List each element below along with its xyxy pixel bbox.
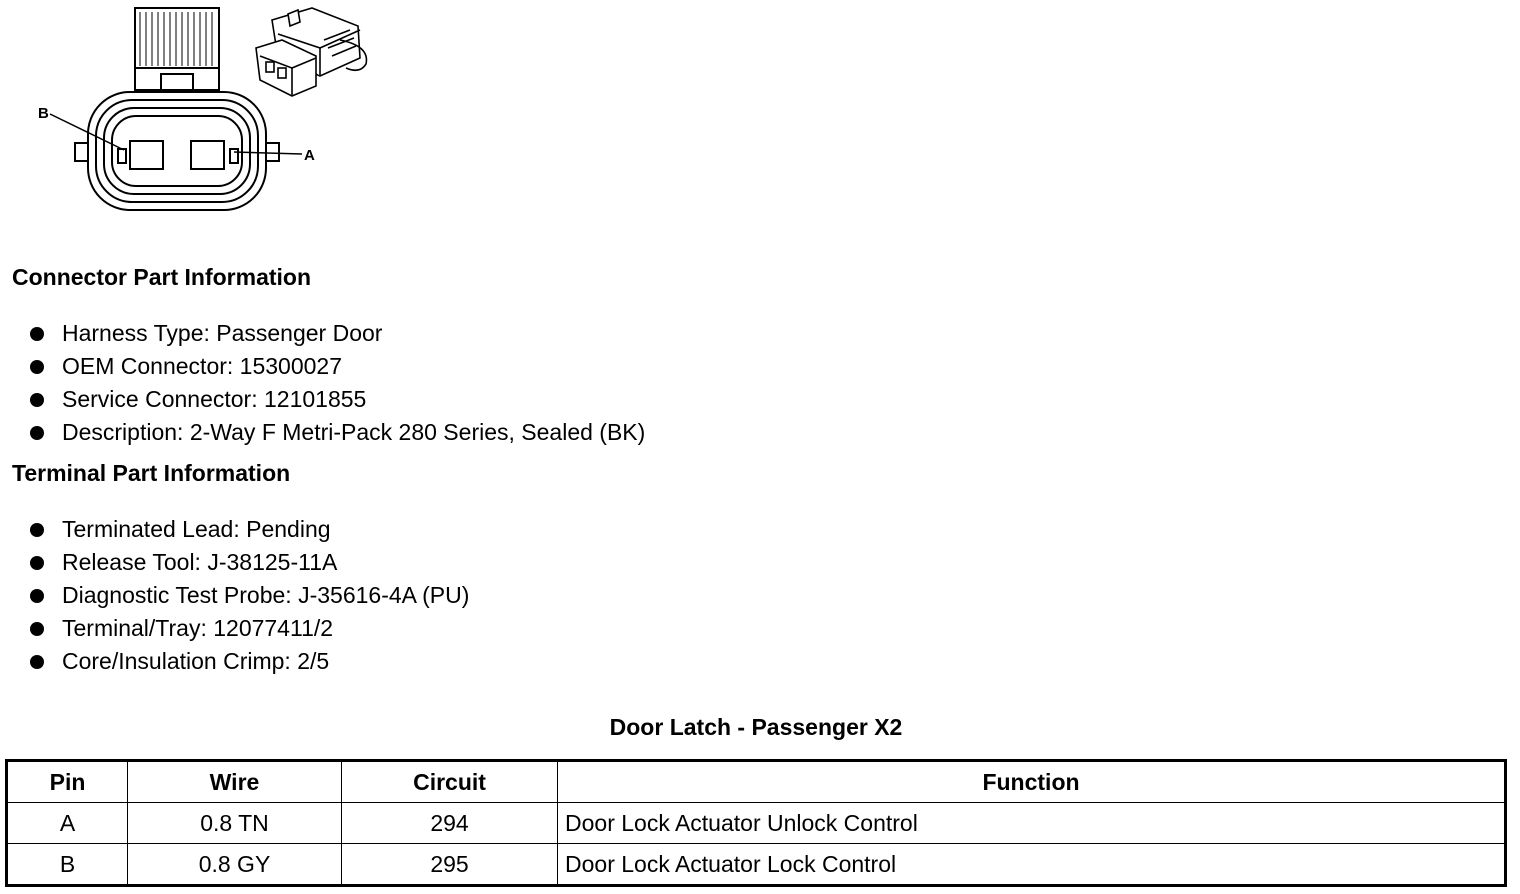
bullet-icon [30, 393, 44, 407]
cell-pin: B [7, 844, 128, 886]
list-item: Terminated Lead: Pending [30, 513, 469, 546]
bullet-icon [30, 556, 44, 570]
cell-wire: 0.8 GY [128, 844, 342, 886]
list-item: Core/Insulation Crimp: 2/5 [30, 645, 469, 678]
list-item: Release Tool: J-38125-11A [30, 546, 469, 579]
bullet-icon [30, 426, 44, 440]
pin-label-a: A [304, 147, 315, 164]
list-item: Diagnostic Test Probe: J-35616-4A (PU) [30, 579, 469, 612]
terminal-section-title: Terminal Part Information [12, 460, 291, 486]
list-item: Service Connector: 12101855 [30, 383, 645, 416]
terminal-info-list [30, 513, 469, 678]
connector-section-title: Connector Part Information [12, 264, 312, 290]
connector-info-list [30, 317, 645, 449]
cell-wire: 0.8 TN [128, 803, 342, 844]
list-item: Description: 2-Way F Metri-Pack 280 Series, Sealed (BK) [30, 416, 645, 449]
pin-table [5, 759, 1507, 887]
cell-pin: A [7, 803, 128, 844]
connector-diagram [20, 0, 380, 220]
bullet-icon [30, 523, 44, 537]
cell-function: Door Lock Actuator Lock Control [558, 844, 1506, 886]
bullet-icon [30, 655, 44, 669]
pin-label-b: B [38, 105, 49, 122]
table-row [7, 803, 1506, 844]
cell-circuit: 295 [342, 844, 558, 886]
bullet-icon [30, 327, 44, 341]
list-item: Terminal/Tray: 12077411/2 [30, 612, 469, 645]
table-header-row [7, 761, 1506, 803]
header-wire: Wire [128, 761, 342, 803]
list-item: OEM Connector: 15300027 [30, 350, 645, 383]
bullet-icon [30, 622, 44, 636]
header-circuit: Circuit [342, 761, 558, 803]
list-item: Harness Type: Passenger Door [30, 317, 645, 350]
header-function: Function [558, 761, 1506, 803]
cell-function: Door Lock Actuator Unlock Control [558, 803, 1506, 844]
bullet-icon [30, 360, 44, 374]
cell-circuit: 294 [342, 803, 558, 844]
header-pin: Pin [7, 761, 128, 803]
table-row [7, 844, 1506, 886]
table-title: Door Latch - Passenger X2 [609, 714, 903, 740]
bullet-icon [30, 589, 44, 603]
